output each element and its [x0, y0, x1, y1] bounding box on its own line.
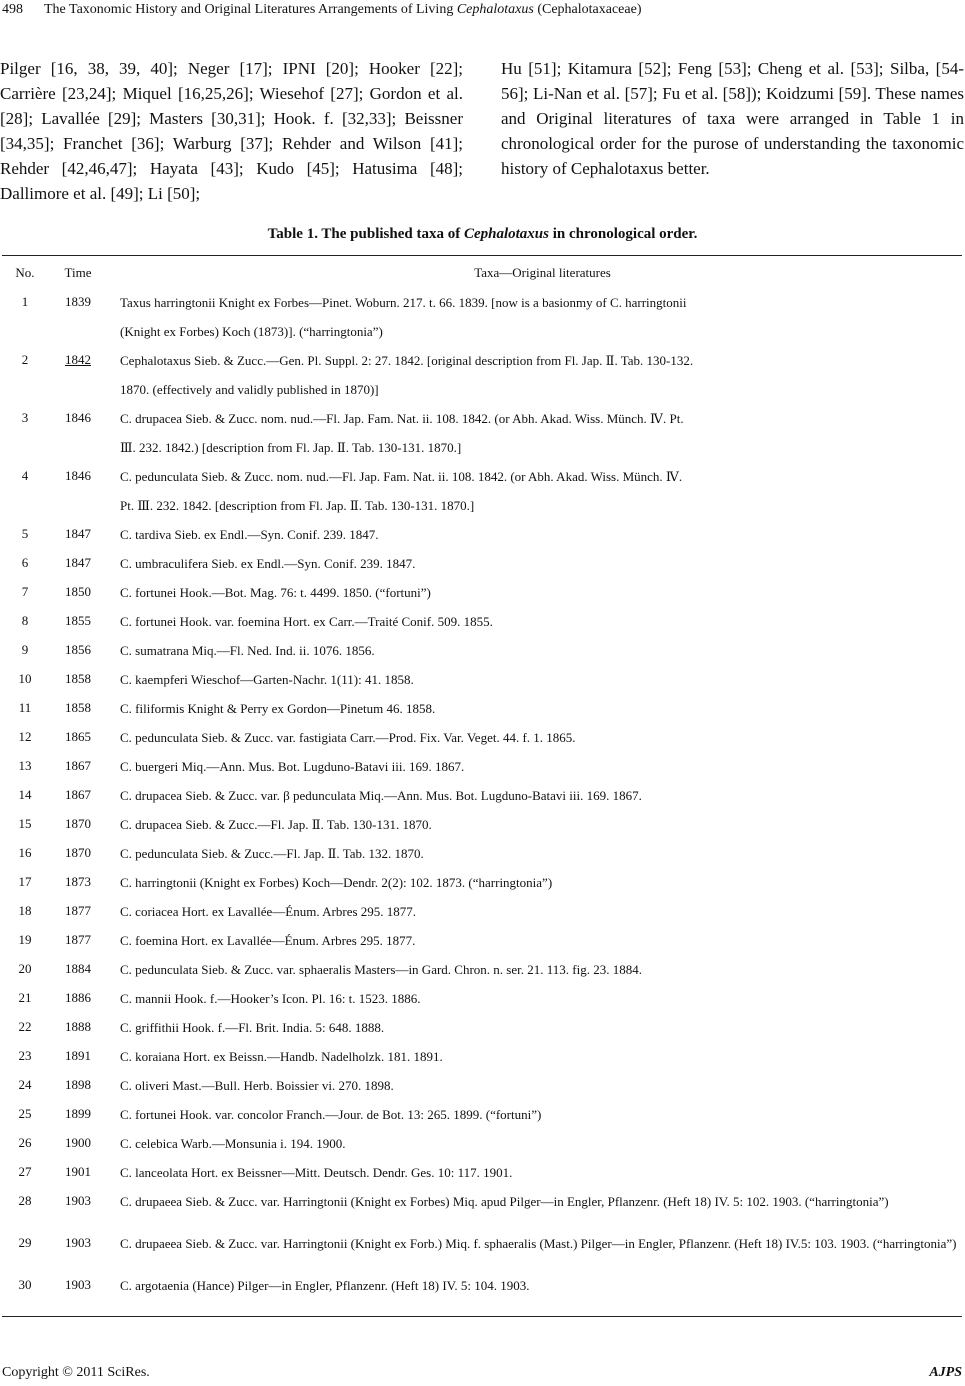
copyright-notice: Copyright © 2011 SciRes.	[2, 1365, 150, 1380]
row-year: 1847	[65, 555, 91, 570]
row-number: 7	[21, 584, 29, 599]
row-number: 28	[18, 1193, 32, 1208]
row-year: 1873	[65, 874, 91, 889]
row-taxon-literature: C. fortunei Hook.―Bot. Mag. 76: t. 4499. 1850. (“fortuni”)	[120, 585, 431, 600]
row-year: 1884	[65, 961, 91, 976]
row-taxon-literature: C. celebica Warb.―Monsunia i. 194. 1900.	[120, 1136, 346, 1151]
page-number: 498	[2, 2, 23, 17]
running-title-suffix: (Cephalotaxaceae)	[533, 2, 642, 17]
table-row	[0, 410, 965, 468]
row-number: 17	[18, 874, 32, 889]
table-row	[0, 1164, 965, 1193]
row-year: 1842	[65, 352, 91, 367]
row-taxon-literature-continued: 1870. (effectively and validly published in 1870)]	[120, 382, 379, 397]
row-number: 5	[21, 526, 29, 541]
row-taxon-literature: C. oliveri Mast.―Bull. Herb. Boissier vi. 270. 1898.	[120, 1078, 394, 1093]
row-number: 26	[18, 1135, 32, 1150]
row-taxon-literature: C. drupacea Sieb. & Zucc. nom. nud.―Fl. Jap. Fam. Nat. ii. 108. 1842. (or Abh. Akad. Wiss. Münch. Ⅳ. Pt.	[120, 411, 684, 426]
row-year: 1898	[65, 1077, 91, 1092]
row-taxon-literature: C. fortunei Hook. var. foemina Hort. ex Carr.―Traité Conif. 509. 1855.	[120, 614, 493, 629]
table-row	[0, 903, 965, 932]
row-year: 1903	[65, 1235, 91, 1250]
table-row	[0, 961, 965, 990]
row-taxon-literature: C. drupacea Sieb. & Zucc.―Fl. Jap. Ⅱ. Tab. 130-131. 1870.	[120, 817, 432, 832]
table-row	[0, 1235, 965, 1277]
table-row	[0, 932, 965, 961]
table-row	[0, 700, 965, 729]
running-title-prefix: The Taxonomic History and Original Literatures Arrangements of Living	[44, 2, 457, 17]
row-number: 19	[18, 932, 32, 947]
table-header-row	[0, 262, 965, 284]
row-taxon-literature: Taxus harringtonii Knight ex Forbes―Pinet. Woburn. 217. t. 66. 1839. [now is a basionmy of C. harringtonii	[120, 295, 687, 310]
row-year: 1903	[65, 1277, 91, 1292]
row-year: 1900	[65, 1135, 91, 1150]
row-year: 1858	[65, 700, 91, 715]
table-caption-suffix: in chronological order.	[549, 226, 698, 242]
table-row	[0, 787, 965, 816]
row-taxon-literature: C. pedunculata Sieb. & Zucc. var. sphaeralis Masters―in Gard. Chron. n. ser. 21. 113. fig. 23. 1884.	[120, 962, 642, 977]
row-year: 1856	[65, 642, 91, 657]
row-year: 1855	[65, 613, 91, 628]
table-row	[0, 468, 965, 526]
running-header	[0, 0, 965, 24]
row-taxon-literature: C. drupaeea Sieb. & Zucc. var. Harringtonii (Knight ex Forb.) Miq. f. sphaeralis (Mast.) Pilger―in Engler, Pflanzenr. (Heft 18) IV.5: 103. 1903. (“harringtonia”)	[120, 1236, 957, 1251]
row-taxon-literature: C. buergeri Miq.―Ann. Mus. Bot. Lugduno-Batavi iii. 169. 1867.	[120, 759, 465, 774]
row-taxon-literature: C. griffithii Hook. f.―Fl. Brit. India. 5: 648. 1888.	[120, 1020, 385, 1035]
row-year: 1846	[65, 468, 91, 483]
row-number: 20	[18, 961, 32, 976]
table-row	[0, 671, 965, 700]
table-row	[0, 1106, 965, 1135]
row-taxon-literature: C. foemina Hort. ex Lavallée―Énum. Arbres 295. 1877.	[120, 933, 416, 948]
row-taxon-literature: C. mannii Hook. f.―Hooker’s Icon. Pl. 16: t. 1523. 1886.	[120, 991, 421, 1006]
row-taxon-literature: C. filiformis Knight & Perry ex Gordon―Pinetum 46. 1858.	[120, 701, 436, 716]
row-number: 4	[21, 468, 29, 483]
table-row	[0, 758, 965, 787]
row-taxon-literature: C. pedunculata Sieb. & Zucc. nom. nud.―Fl. Jap. Fam. Nat. ii. 108. 1842. (or Abh. Akad. Wiss. Münch. Ⅳ.	[120, 469, 683, 484]
journal-abbreviation: AJPS	[929, 1365, 962, 1380]
row-number: 23	[18, 1048, 32, 1063]
row-taxon-literature: C. pedunculata Sieb. & Zucc.―Fl. Jap. Ⅱ. Tab. 132. 1870.	[120, 846, 424, 861]
table-row	[0, 526, 965, 555]
table-row	[0, 1019, 965, 1048]
row-year: 1899	[65, 1106, 91, 1121]
row-number: 13	[18, 758, 32, 773]
row-number: 6	[21, 555, 29, 570]
table-row	[0, 1277, 965, 1306]
table-caption-prefix: Table 1. The published taxa of	[267, 226, 464, 242]
table-bottom-rule	[2, 1316, 962, 1317]
row-number: 10	[18, 671, 32, 686]
column-header-taxa: Taxa―Original literatures	[474, 265, 611, 280]
row-number: 29	[18, 1235, 32, 1250]
row-year: 1870	[65, 816, 91, 831]
table-caption	[0, 226, 965, 243]
table-row	[0, 845, 965, 874]
row-year: 1858	[65, 671, 91, 686]
table-row	[0, 555, 965, 584]
row-number: 12	[18, 729, 32, 744]
table-row	[0, 1048, 965, 1077]
table-row	[0, 613, 965, 642]
row-year: 1886	[65, 990, 91, 1005]
row-year: 1839	[65, 294, 91, 309]
row-number: 8	[21, 613, 29, 628]
row-taxon-literature: C. pedunculata Sieb. & Zucc. var. fastigiata Carr.―Prod. Fix. Var. Veget. 44. f. 1. 1865.	[120, 730, 576, 745]
table-row	[0, 1135, 965, 1164]
row-taxon-literature: C. argotaenia (Hance) Pilger―in Engler, Pflanzenr. (Heft 18) IV. 5: 104. 1903.	[120, 1278, 530, 1293]
table-body	[0, 294, 965, 1306]
row-taxon-literature: C. kaempferi Wieschof―Garten-Nachr. 1(11): 41. 1858.	[120, 672, 414, 687]
row-year: 1865	[65, 729, 91, 744]
table-row	[0, 584, 965, 613]
row-number: 2	[21, 352, 29, 367]
row-taxon-literature-continued: (Knight ex Forbes) Koch (1873)]. (“harringtonia”)	[120, 324, 383, 339]
row-number: 21	[18, 990, 32, 1005]
row-taxon-literature: C. coriacea Hort. ex Lavallée―Énum. Arbres 295. 1877.	[120, 904, 417, 919]
row-number: 30	[18, 1277, 32, 1292]
column-header-time: Time	[64, 265, 92, 280]
row-year: 1867	[65, 758, 91, 773]
row-number: 1	[21, 294, 29, 309]
column-header-no: No.	[15, 265, 35, 280]
table-caption-genus: Cephalotaxus	[463, 226, 549, 242]
row-number: 22	[18, 1019, 32, 1034]
row-year: 1867	[65, 787, 91, 802]
row-taxon-literature: C. tardiva Sieb. ex Endl.―Syn. Conif. 239. 1847.	[120, 527, 379, 542]
row-number: 14	[18, 787, 32, 802]
row-number: 11	[18, 700, 32, 715]
row-number: 18	[18, 903, 32, 918]
table-row	[0, 642, 965, 671]
row-number: 27	[18, 1164, 32, 1179]
row-taxon-literature: C. koraiana Hort. ex Beissn.―Handb. Nadelholzk. 181. 1891.	[120, 1049, 443, 1064]
row-number: 3	[21, 410, 29, 425]
row-year: 1850	[65, 584, 91, 599]
row-number: 24	[18, 1077, 32, 1092]
table-row	[0, 729, 965, 758]
row-taxon-literature-continued: Pt. Ⅲ. 232. 1842. [description from Fl. Jap. Ⅱ. Tab. 130-131. 1870.]	[120, 498, 475, 513]
row-number: 15	[18, 816, 32, 831]
table-row	[0, 1193, 965, 1235]
running-title	[44, 0, 641, 20]
row-year: 1877	[65, 932, 91, 947]
row-taxon-literature: C. drupacea Sieb. & Zucc. var. β pedunculata Miq.―Ann. Mus. Bot. Lugduno-Batavi iii. 169. 1867.	[120, 788, 642, 803]
table-row	[0, 352, 965, 410]
body-text-left-column: Pilger [16, 38, 39, 40]; Neger [17]; IPNI [20]; Hooker [22]; Carrière [23,24]; Miquel [16,25,26]; Wiesehof [27]; Gordon et al. [28]; Lavallée [29]; Masters [30,31]; Hook. f. [32,33]; Beissner [34,35]; Franchet [36]; Warburg [37]; Rehder and Wilson [41]; Rehder [42,46,47]; Hayata [43]; Kudo [45]; Hatusima [48]; Dallimore et al. [49]; Li [50];	[0, 59, 463, 203]
row-taxon-literature: C. fortunei Hook. var. concolor Franch.―Jour. de Bot. 13: 265. 1899. (“fortuni”)	[120, 1107, 542, 1122]
row-taxon-literature-continued: Ⅲ. 232. 1842.) [description from Fl. Jap. Ⅱ. Tab. 130-131. 1870.]	[120, 440, 462, 455]
row-year: 1888	[65, 1019, 91, 1034]
row-year: 1903	[65, 1193, 91, 1208]
row-year: 1847	[65, 526, 91, 541]
table-row	[0, 1077, 965, 1106]
row-year: 1877	[65, 903, 91, 918]
table-row	[0, 874, 965, 903]
row-taxon-literature: C. sumatrana Miq.―Fl. Ned. Ind. ii. 1076. 1856.	[120, 643, 375, 658]
row-taxon-literature: C. lanceolata Hort. ex Beissner―Mitt. Deutsch. Dendr. Ges. 10: 117. 1901.	[120, 1165, 513, 1180]
row-number: 9	[21, 642, 29, 657]
row-year: 1901	[65, 1164, 91, 1179]
table-top-rule	[2, 255, 962, 256]
row-number: 25	[18, 1106, 32, 1121]
table-row	[0, 816, 965, 845]
row-year: 1846	[65, 410, 91, 425]
row-taxon-literature: C. drupaeea Sieb. & Zucc. var. Harringtonii (Knight ex Forbes) Miq. apud Pilger―in Engler, Pflanzenr. (Heft 18) IV. 5: 102. 1903. (“harringtonia”)	[120, 1194, 889, 1209]
row-year: 1870	[65, 845, 91, 860]
row-taxon-literature: C. harringtonii (Knight ex Forbes) Koch―Dendr. 2(2): 102. 1873. (“harringtonia”)	[120, 875, 553, 890]
body-text-right-column: Hu [51]; Kitamura [52]; Feng [53]; Cheng et al. [53]; Silba, [54-56]; Li-Nan et al. [57]; Fu et al. [58]); Koidzumi [59]. These names and Original literatures of taxa were arranged in Table 1 in chronological order for the purose of understanding the taxonomic history of Cephalotaxus better.	[501, 59, 964, 178]
row-taxon-literature: C. umbraculifera Sieb. ex Endl.―Syn. Conif. 239. 1847.	[120, 556, 416, 571]
row-year: 1891	[65, 1048, 91, 1063]
row-number: 16	[18, 845, 32, 860]
row-taxon-literature: Cephalotaxus Sieb. & Zucc.―Gen. Pl. Suppl. 2: 27. 1842. [original description from Fl. Jap. Ⅱ. Tab. 130-132.	[120, 353, 694, 368]
table-row	[0, 990, 965, 1019]
running-title-genus: Cephalotaxus	[456, 2, 534, 17]
table-row	[0, 294, 965, 352]
